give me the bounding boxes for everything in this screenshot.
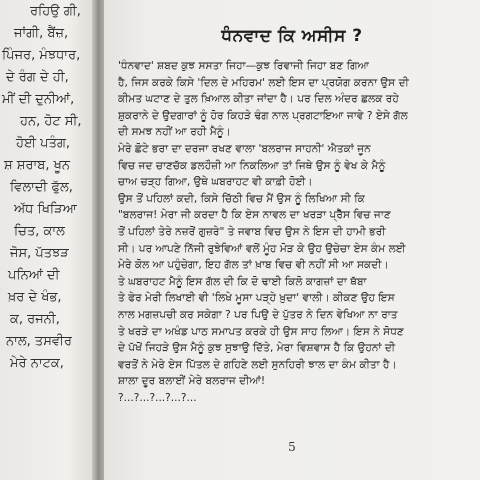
left-page-line: ਖ਼ਰ ਦੇ ਖੰਭ, [8, 290, 62, 305]
page-title: ਧੰਨਵਾਦ ਕਿ ਅਸੀਸ ? [221, 26, 363, 46]
text-line: ਮੇਰੇ ਛੋਟੇ ਭਰਾ ਦਾ ਦਰਜਾ ਰਖਣ ਵਾਲਾ 'ਬਲਰਾਜ ਸਾਹਨੀ' ਐਤਕਾਂ ਜੂਨ [118, 142, 371, 155]
left-page-line: ਰਹਿਉ ਗੀ, [30, 4, 81, 19]
text-line: ਚਾਅ ਚੜ੍ਹ ਗਿਆ, ਉਥੇ ਘਬਰਾਹਟ ਵੀ ਕਾਫ਼ੀ ਹੋਈ। [118, 176, 313, 189]
left-page-line: ਹਨ, ਹੋਟ ਸੀ, [20, 114, 82, 129]
text-line: ਤੋਂ ਪਹਿਲਾਂ ਤੇਰੇ ਨਜ਼ਰੋਂ ਗੁਜ਼ਰੇ" ਤੇ ਜਵਾਬ ਵਿਚ ਉਸ ਨੇ ਇਸ ਦੀ ਹਾਮੀ ਭਰੀ [118, 225, 386, 238]
left-page-line: ਹੋਈ ਪਤੰਗ, [16, 136, 71, 151]
text-line: ਤੇ ਫੇਰ ਮੇਰੀ ਲਿਖਾਈ ਵੀ 'ਲਿਖੇ ਮੂਸਾ ਪੜ੍ਹੇ ਖ਼ੁਦਾ' ਵਾਲੀ। ਕੀਕਣ ਉਹ ਇਸ [118, 292, 395, 305]
main-page [104, 0, 480, 480]
left-page-line: ਜੋਸ, ਪੱਤਝੜ [10, 246, 69, 261]
left-page-line: ਪਨਿਆਂ ਦੀ [8, 268, 60, 283]
text-line: ਸ਼ਾਲਾ ਦੂਰ ਬਲਾਈਂ ਮੇਰੇ ਬਲਰਾਜ ਦੀਆਂ! [118, 375, 266, 388]
left-page-line: ਦੇ ਰੰਗ ਦੇ ਹੀ, [6, 70, 69, 85]
text-line: ਸ਼ੁਕਰਾਨੇ ਦੇ ਉਦਗਾਰਾਂ ਨੂੰ ਹੋਰ ਕਿਹੜੇ ਢੰਗ ਨਾਲ ਪ੍ਰਗਟਾਇਆ ਜਾਵੇ ? ਏਸੇ ਗੱਲ [118, 109, 408, 122]
left-page-line: ਪਿੰਜਰ, ਮੰਝਧਾਰ, [2, 48, 81, 63]
text-line: ਦੇ ਪੱਖੋਂ ਜਿਹੜੇ ਉਸ ਮੈਨੂੰ ਕੁਝ ਸੁਝਾਉ ਦਿੱਤੇ, ਮੇਰਾ ਵਿਸ਼ਵਾਸ ਹੈ ਕਿ ਉਹਨਾਂ ਦੀ [118, 342, 396, 355]
left-page-line: ਨਾਲ, ਤਸਵੀਰ [6, 334, 72, 349]
text-line: ਵਰਤੋਂ ਨੇ ਮੇਰੇ ਏਸ ਪਿੱਤਲ ਦੇ ਗਹਿਣੇ ਲਈ ਸੁਨਹਿਰੀ ਝਾਲ ਦਾ ਕੰਮ ਕੀਤਾ ਹੈ। [118, 358, 397, 371]
left-page-line: ਜਾਂਗੀ, ਬੈਂਜ਼, [14, 26, 69, 41]
left-page-line: ਸ਼ ਸ਼ਰਾਬ, ਖੂਨ [4, 158, 70, 173]
left-page-line: ਕ, ਰਜਨੀ, [10, 312, 60, 327]
left-page-line: ਮੇਰੇ ਨਾਟਕ, [10, 356, 64, 371]
text-line: ਦੀ ਸਮਝ ਨਹੀਂ ਆ ਰਹੀ ਮੈਨੂੰ। [118, 126, 231, 139]
text-line: 'ਧੰਨਵਾਦ' ਸ਼ਬਦ ਕੁਝ ਸਸਤਾ ਜਿਹਾ—ਕੁਝ ਰਿਵਾਜੀ ਜਿਹਾ ਬਣ ਗਿਆ [118, 60, 369, 72]
left-page-line: ਮੀਂ ਦੀ ਦੁਨੀਆਂ, [2, 92, 75, 107]
left-page-line: ਵਿਲਾਦੀ ਫੁੱਲ, [10, 180, 73, 195]
text-line: ਸੀ। ਪਰ ਆਪਣੇ ਨਿੱਜੀ ਰੁਝੇਵਿਆਂ ਵਲੋਂ ਮੂੰਹ ਮੋੜ ਕੇ ਉਹ ਉਚੇਚਾ ਏਸ ਕੰਮ ਲਈ [118, 242, 406, 255]
left-facing-page [0, 0, 96, 480]
text-line: ਉਸ ਤੋਂ ਪਹਿਲਾਂ ਕਦੀ, ਕਿਸੇ ਚਿੱਠੀ ਵਿਚ ਮੈਂ ਉਸ ਨੂੰ ਲਿਖਿਆ ਸੀ ਕਿ [118, 192, 365, 205]
text-line: ਨਾਲ ਮਗਜ਼ਪਚੀ ਕਰ ਸਕੇਗਾ ? ਪਰ ਪਿਉ ਦੇ ਪੁੱਤਰ ਨੇ ਦਿਨ ਵੇਖਿਆ ਨਾ ਰਾਤ [118, 308, 398, 321]
text-line: ?...?...?...?...?... [118, 391, 197, 404]
text-line: ਤੇ ਖਰੜੇ ਦਾ ਅਖੰਡ ਪਾਠ ਸਮਾਪਤ ਕਰਕੇ ਹੀ ਉਸ ਸਾਹ ਲਿਆ। ਇਸ ਨੇ ਸੋਧਣ [118, 325, 404, 338]
text-line: "ਬਲਰਾਜ! ਮੇਰਾ ਜੀ ਕਰਦਾ ਹੈ ਕਿ ਏਸ ਨਾਵਲ ਦਾ ਖਰੜਾ ਪ੍ਰੈੱਸ ਵਿਚ ਜਾਣ [118, 209, 391, 222]
page-number: 5 [288, 440, 296, 454]
left-page-line: ਚਿਤ, ਕਾਲ [14, 224, 65, 239]
text-line: ਮੇਰੇ ਕੋਲ ਆ ਪਹੁੰਚੇਗਾ, ਇਹ ਗੱਲ ਤਾਂ ਖ਼ਾਬ ਵਿਚ ਵੀ ਨਹੀਂ ਸੀ ਆ ਸਕਦੀ। [118, 259, 389, 272]
text-line: ਵਿਚ ਜਦ ਚਾਣਚੱਕ ਡਲਹੌਜ਼ੀ ਆ ਨਿਕਲਿਆ ਤਾਂ ਜਿਥੇ ਉਸ ਨੂੰ ਵੇਖ ਕੇ ਮੈਨੂੰ [118, 159, 386, 172]
text-line: ਕੀਮਤ ਘਟਾਣ ਦੇ ਤੁਲ ਖ਼ਿਆਲ ਕੀਤਾ ਜਾਂਦਾ ਹੈ। ਪਰ ਦਿਲ ਅੰਦਰ ਛਲਕ ਰਹੇ [118, 93, 399, 106]
text-line: ਹੈ, ਜਿਸ ਕਰਕੇ ਕਿਸੇ 'ਦਿਲ ਦੇ ਮਹਿਰਮ' ਲਈ ਇਸ ਦਾ ਪ੍ਰਯੋਗ ਕਰਨਾ ਉਸ ਦੀ [118, 76, 409, 89]
body-text [118, 58, 474, 406]
left-page-line: ਅੱਧ ਖਿੜਿਆ [14, 202, 77, 217]
text-line: ਤੇ ਘਬਰਾਹਟ ਮੈਨੂੰ ਇਸ ਗੱਲ ਦੀ ਕਿ ਦੋ ਢਾਈ ਕਿਲੋ ਕਾਗਜ਼ਾਂ ਦਾ ਥੱਬਾ [118, 275, 367, 288]
